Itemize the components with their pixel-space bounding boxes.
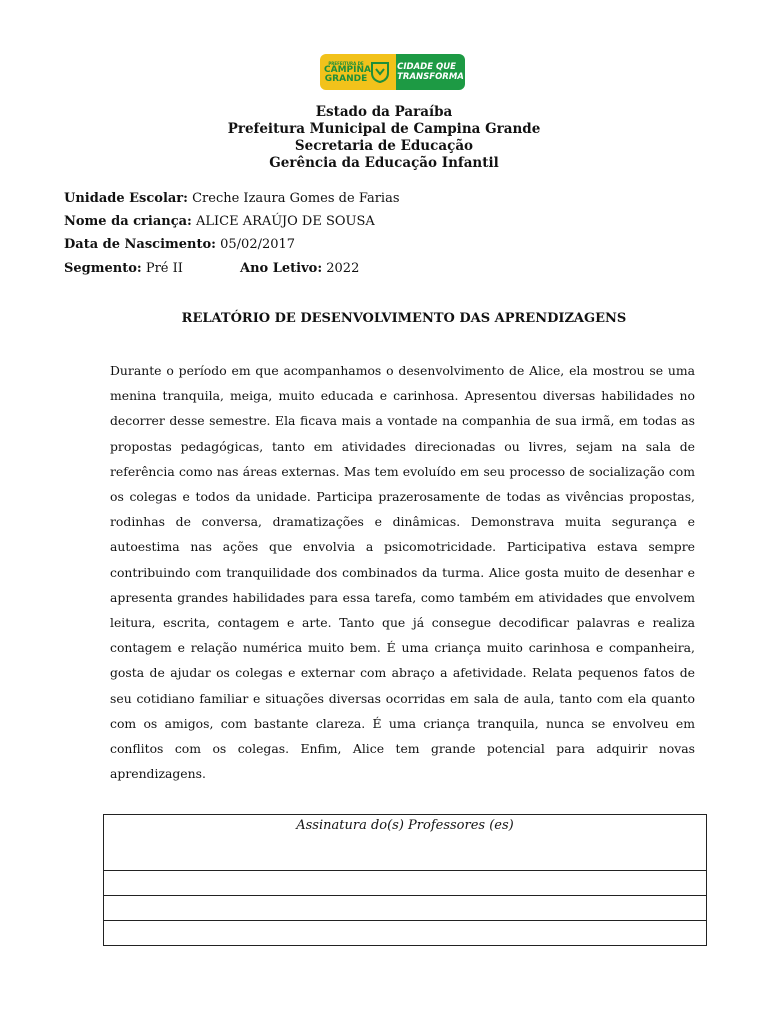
segment-label: Segmento: bbox=[64, 261, 142, 276]
header-secretariat: Secretaria de Educação bbox=[294, 138, 474, 154]
info-birth-date bbox=[64, 237, 295, 253]
segment-value: Pré II bbox=[145, 261, 183, 276]
document-header bbox=[0, 104, 768, 172]
logo-slogan-line1: CIDADE QUE bbox=[397, 62, 456, 72]
signature-line[interactable] bbox=[104, 896, 707, 921]
logo-prefeitura-block bbox=[320, 54, 396, 90]
info-child-name bbox=[64, 214, 375, 230]
info-school-year bbox=[240, 261, 359, 277]
shield-icon bbox=[371, 61, 389, 83]
signature-line[interactable] bbox=[104, 871, 707, 896]
birth-date-label: Data de Nascimento: bbox=[64, 237, 216, 252]
logo-city-line2: GRANDE bbox=[324, 73, 368, 84]
header-prefecture: Prefeitura Municipal de Campina Grande bbox=[227, 121, 541, 137]
header-state: Estado da Paraíba bbox=[315, 104, 453, 120]
report-body: Durante o período em que acompanhamos o desenvolvimento de Alice, ela mostrou se uma menina tranquila, meiga, muito educada e carinhosa. Apresentou diversas habilidades no decorrer desse semestre. Ela ficava mais a vontade na companhia de sua irmã, em todas as propostas pedagógicas, tanto em atividades direcionadas ou livres, sejam na sala de referência como nas áreas externas. Mas tem evoluído em seu processo de socialização com os colegas e todos da unidade. Participa prazerosamente de todas as vivências propostas, rodinhas de conversa, dramatizações e dinâmicas. Demonstrava muita segurança e autoestima nas ações que envolvia a psicomotricidade. Participativa estava sempre contribuindo com tranquilidade dos combinados da turma. Alice gosta muito de desenhar e apresenta grandes habilidades para essa tarefa, como também em atividades que envolvem leitura, escrita, contagem e arte. Tanto que já consegue decodificar palavras e realiza contagem e relação numérica muito bem. É uma criança muito carinhosa e companheira, gosta de ajudar os colegas e externar com abraço a afetividade. Relata pequenos fatos de seu cotidiano familiar e situações diversas ocorridas em sala de aula, tanto com ela quanto com os amigos, com bastante clareza. É uma criança tranquila, nunca se envolveu em conflitos com os colegas. Enfim, Alice tem grande potencial para adquirir novas aprendizagens. bbox=[110, 363, 695, 782]
campina-grande-logo bbox=[320, 54, 465, 90]
school-value: Creche Izaura Gomes de Farias bbox=[192, 191, 400, 206]
signature-header: Assinatura do(s) Professores (es) bbox=[104, 815, 707, 871]
info-segment bbox=[64, 261, 183, 277]
school-year-value: 2022 bbox=[326, 261, 360, 276]
school-year-label: Ano Letivo: bbox=[240, 261, 323, 276]
signature-line[interactable] bbox=[104, 921, 707, 946]
child-name-value: ALICE ARAÚJO DE SOUSA bbox=[196, 214, 375, 229]
birth-date-value: 05/02/2017 bbox=[220, 237, 296, 252]
child-name-label: Nome da criança: bbox=[64, 214, 192, 229]
report-title: RELATÓRIO DE DESENVOLVIMENTO DAS APRENDIZAGENS bbox=[181, 311, 627, 326]
logo-top-text: PREFEITURA DE bbox=[328, 60, 364, 66]
signature-table bbox=[103, 814, 707, 946]
info-school bbox=[64, 191, 400, 207]
logo-slogan-line2: TRANSFORMA bbox=[397, 72, 464, 82]
header-management: Gerência da Educação Infantil bbox=[269, 155, 499, 171]
logo-city-line1: CAMPINA bbox=[324, 64, 371, 75]
school-label: Unidade Escolar: bbox=[64, 191, 188, 206]
logo-slogan-block bbox=[396, 54, 465, 90]
